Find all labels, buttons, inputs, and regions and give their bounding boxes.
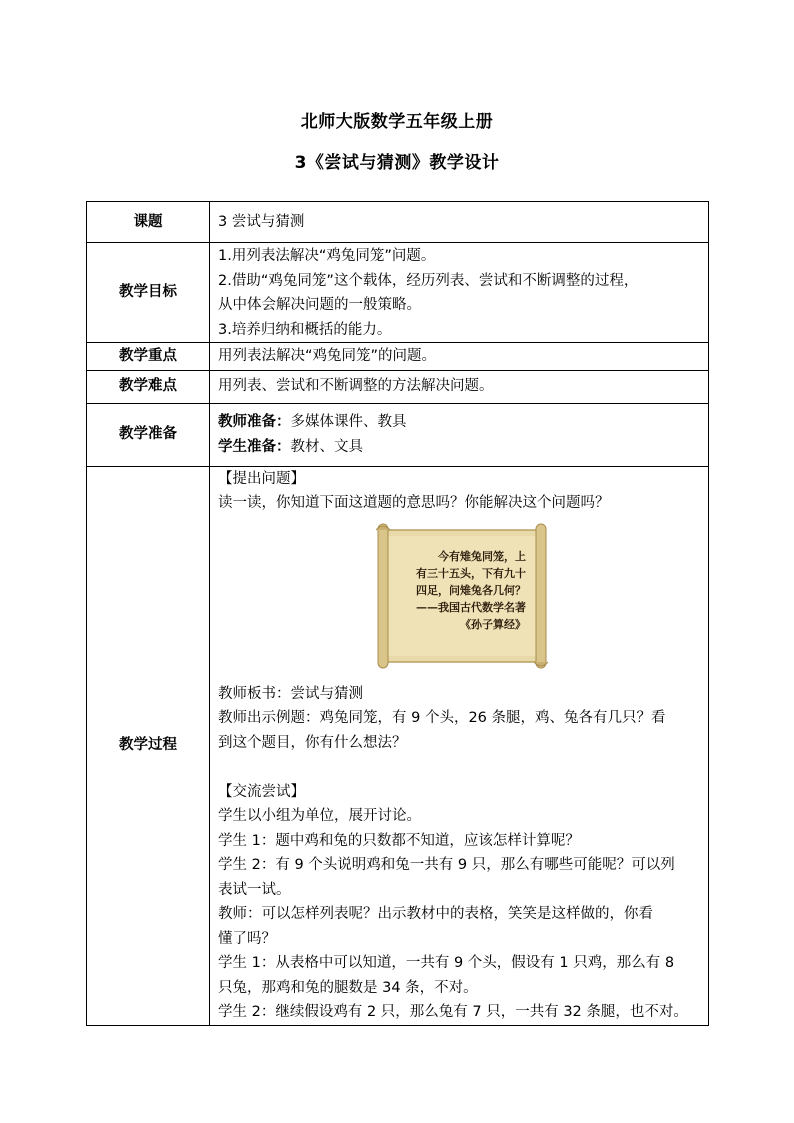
scroll-line: ——我国古代数学名著 (416, 600, 526, 614)
scroll-figure (218, 516, 708, 682)
process-line: 学生 2：继续假设鸡有 2 只，那么兔有 7 只，一共有 32 条腿，也不对。 (218, 1004, 688, 1020)
process-line: 学生 1：从表格中可以知道，一共有 9 个头，假设有 1 只鸡，那么有 8 (218, 955, 675, 971)
goal-line: 2.借助“鸡兔同笼”这个载体，经历列表、尝试和不断调整的过程， (218, 272, 639, 289)
goal-line: 1.用列表法解决“鸡兔同笼”问题。 (218, 248, 436, 264)
process-line: 懂了吗？ (218, 930, 276, 947)
process-line: 只兔，那鸡和兔的腿数是 34 条，不对。 (218, 979, 478, 996)
value-process (210, 466, 709, 1025)
value-difficulty: 用列表、尝试和不断调整的方法解决问题。 (210, 370, 709, 403)
value-goals (210, 243, 709, 343)
document-subtitle: 3《尝试与猜测》教学设计 (294, 153, 500, 173)
label-key-point: 教学重点 (87, 343, 210, 371)
scroll-line: 四足，问雉兔各几何？ (416, 583, 526, 597)
student-prep (218, 435, 708, 460)
value-topic: 3 尝试与猜测 (210, 202, 709, 243)
student-prep-label: 学生准备： (218, 438, 291, 455)
label-topic: 课题 (87, 202, 210, 243)
label-preparation: 教学准备 (87, 403, 210, 466)
process-line: 到这个题目，你有什么想法？ (218, 734, 407, 751)
row-goals (87, 243, 709, 343)
heading-raise-question: 【提出问题】 (218, 470, 305, 487)
intro-line: 读一读，你知道下面这道题的意思吗？你能解决这个问题吗？ (218, 495, 610, 511)
row-process (87, 466, 709, 1025)
process-line: 学生 1：题中鸡和兔的只数都不知道，应该怎样计算呢？ (218, 832, 580, 849)
scroll-text (396, 548, 526, 633)
goal-line: 3.培养归纳和概括的能力。 (218, 321, 392, 338)
heading-exchange-attempt: 【交流尝试】 (218, 783, 305, 800)
process-line: 学生 2：有 9 个头说明鸡和兔一共有 9 只，那么有哪些可能呢？可以列 (218, 857, 675, 873)
blank-line (218, 755, 708, 780)
process-line: 教师板书：尝试与猜测 (218, 685, 363, 702)
scroll-line: 今有雉兔同笼，上 (438, 549, 526, 563)
label-goals: 教学目标 (87, 243, 210, 343)
teacher-prep-label: 教师准备： (218, 414, 291, 430)
goal-line: 从中体会解决问题的一般策略。 (218, 297, 421, 313)
scroll-line: 有三十五头，下有九十 (416, 566, 526, 580)
student-prep-value: 教材、文具 (290, 438, 363, 455)
row-difficulty (87, 370, 709, 403)
lesson-plan-table (86, 201, 709, 1026)
teacher-prep-value: 多媒体课件、教具 (290, 414, 407, 430)
row-key-point (87, 343, 709, 371)
row-topic (87, 202, 709, 243)
process-line: 教师：可以怎样列表呢？出示教材中的表格，笑笑是这样做的，你看 (218, 906, 653, 922)
label-difficulty: 教学难点 (87, 370, 210, 403)
row-preparation (87, 403, 709, 466)
scroll-line: 《孙子算经》 (460, 617, 526, 631)
process-line: 教师出示例题：鸡兔同笼，有 9 个头，26 条腿，鸡、兔各有几只？看 (218, 710, 666, 726)
value-key-point: 用列表法解决“鸡兔同笼”的问题。 (210, 343, 709, 371)
label-process: 教学过程 (87, 466, 210, 1025)
process-line: 表试一试。 (218, 881, 291, 898)
process-line: 学生以小组为单位，展开讨论。 (218, 808, 421, 824)
teacher-prep (218, 410, 708, 435)
document-title: 北师大版数学五年级上册 (300, 112, 494, 132)
value-preparation (210, 403, 709, 466)
